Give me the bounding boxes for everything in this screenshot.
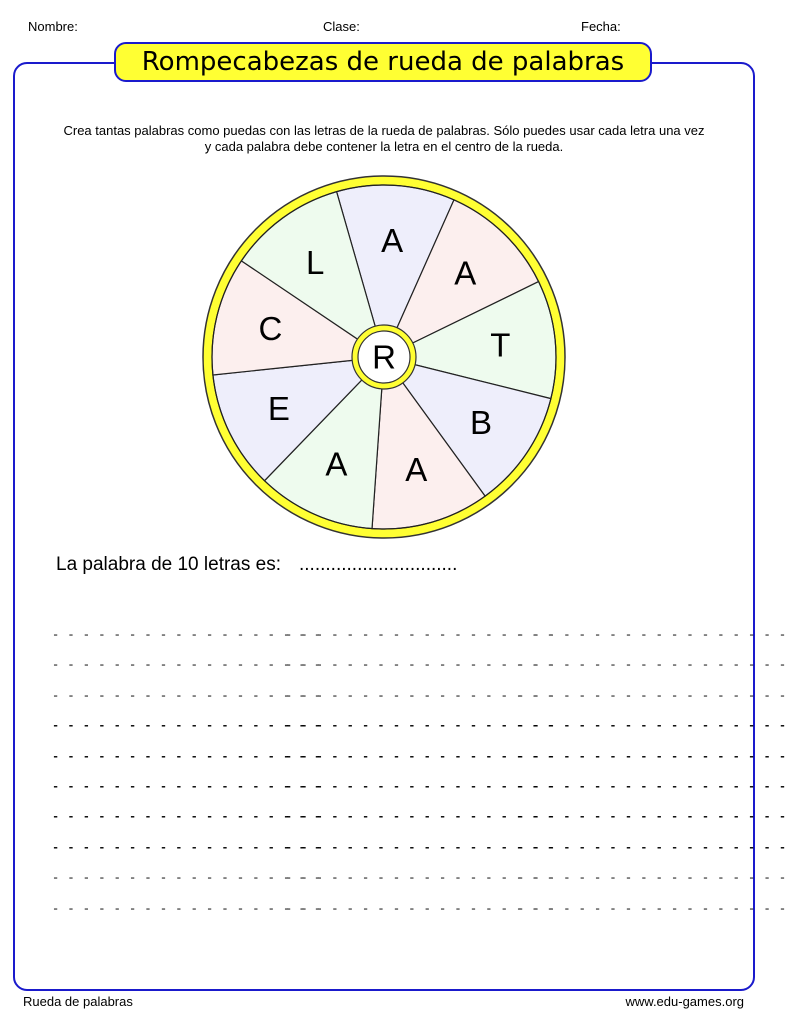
- footer-website: www.edu-games.org: [625, 994, 744, 1009]
- wheel-letter: A: [381, 221, 404, 259]
- answer-line[interactable]: - - - - - - - - - - - - - - - - - -: [517, 901, 787, 916]
- answer-line[interactable]: - - - - - - - - - - - - - - - - - -: [52, 901, 322, 916]
- answer-line[interactable]: - - - - - - - - - - - - - - - - - -: [52, 628, 322, 642]
- wheel-letter: B: [469, 403, 493, 441]
- answer-label: La palabra de 10 letras es:: [56, 554, 281, 575]
- answer-line[interactable]: - - - - - - - - - - - - - - - - - -: [52, 810, 322, 825]
- answer-line[interactable]: - - - - - - - - - - - - - - - - - -: [52, 779, 322, 794]
- answer-line[interactable]: - - - - - - - - - - - - - - - - - -: [517, 658, 787, 673]
- answer-line[interactable]: - - - - - - - - - - - - - - - - - -: [52, 840, 322, 855]
- answer-column-2: [285, 628, 555, 932]
- answer-line[interactable]: - - - - - - - - - - - - - - - - - -: [285, 658, 555, 673]
- answer-line[interactable]: - - - - - - - - - - - - - - - - - -: [285, 628, 555, 642]
- answer-line[interactable]: - - - - - - - - - - - - - - - - - -: [52, 871, 322, 886]
- answer-line[interactable]: - - - - - - - - - - - - - - - - - -: [285, 779, 555, 794]
- answer-line[interactable]: - - - - - - - - - - - - - - - - - -: [285, 810, 555, 825]
- answer-line[interactable]: - - - - - - - - - - - - - - - - - -: [517, 688, 787, 703]
- answer-line[interactable]: - - - - - - - - - - - - - - - - - -: [52, 688, 322, 703]
- answer-line[interactable]: - - - - - - - - - - - - - - - - - -: [52, 719, 322, 734]
- page-title: Rompecabezas de rueda de palabras: [114, 42, 652, 82]
- answer-line[interactable]: - - - - - - - - - - - - - - - - - -: [285, 719, 555, 734]
- wheel-letter: T: [490, 326, 511, 364]
- answer-line[interactable]: - - - - - - - - - - - - - - - - - -: [517, 810, 787, 825]
- instructions-line-2: y cada palabra debe contener la letra en el centro de la rueda.: [204, 139, 564, 154]
- answer-line[interactable]: - - - - - - - - - - - - - - - - - -: [285, 901, 555, 916]
- wheel-letter: A: [325, 445, 348, 483]
- answer-column-1: [52, 628, 322, 932]
- answer-line[interactable]: - - - - - - - - - - - - - - - - - -: [52, 749, 322, 764]
- answer-line[interactable]: - - - - - - - - - - - - - - - - - -: [517, 719, 787, 734]
- clase-label: Clase:: [323, 19, 360, 34]
- answer-blank[interactable]: ..............................: [299, 554, 458, 575]
- answer-line[interactable]: - - - - - - - - - - - - - - - - - -: [517, 779, 787, 794]
- answer-line[interactable]: - - - - - - - - - - - - - - - - - -: [285, 840, 555, 855]
- answer-line[interactable]: - - - - - - - - - - - - - - - - - -: [517, 871, 787, 886]
- answer-line[interactable]: - - - - - - - - - - - - - - - - - -: [285, 749, 555, 764]
- wheel-letter: L: [306, 243, 325, 281]
- answer-line[interactable]: - - - - - - - - - - - - - - - - - -: [517, 628, 787, 642]
- footer-title: Rueda de palabras: [23, 994, 133, 1009]
- answer-line[interactable]: - - - - - - - - - - - - - - - - - -: [517, 840, 787, 855]
- answer-column-3: [517, 628, 787, 932]
- ten-letter-answer: [56, 554, 457, 576]
- wheel-letter: A: [405, 450, 428, 488]
- instructions-line-1: Crea tantas palabras como puedas con las letras de la rueda de palabras. Sólo puedes usar cada letra una vez: [63, 123, 705, 138]
- answer-line[interactable]: - - - - - - - - - - - - - - - - - -: [285, 871, 555, 886]
- wheel-letter: E: [267, 389, 290, 427]
- answer-line[interactable]: - - - - - - - - - - - - - - - - - -: [52, 658, 322, 673]
- wheel-letter: A: [454, 254, 477, 292]
- nombre-label: Nombre:: [28, 19, 78, 34]
- wheel-center-letter: R: [372, 338, 396, 376]
- answer-line[interactable]: - - - - - - - - - - - - - - - - - -: [517, 749, 787, 764]
- fecha-label: Fecha:: [581, 19, 621, 34]
- wheel-letter: C: [258, 310, 283, 348]
- answer-line[interactable]: - - - - - - - - - - - - - - - - - -: [285, 688, 555, 703]
